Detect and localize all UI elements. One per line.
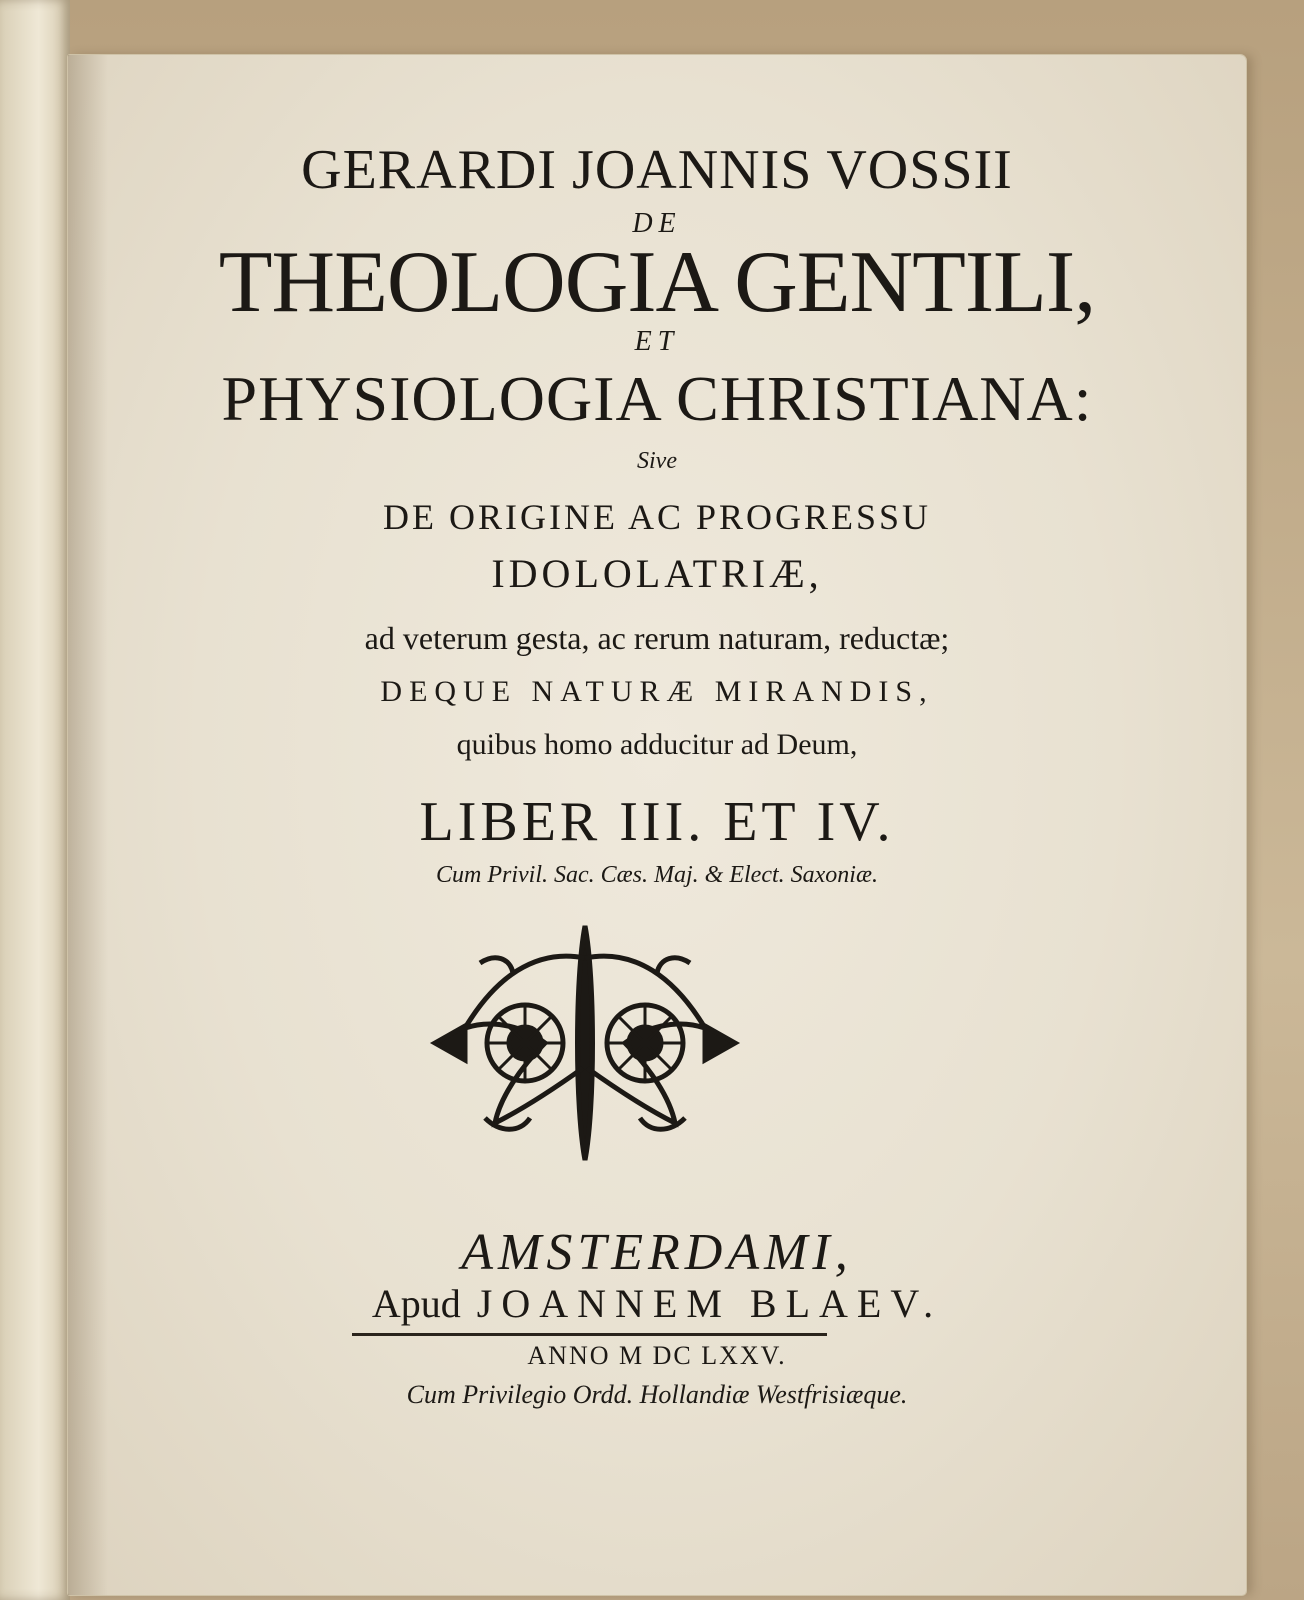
- imprint-printer-line: [68, 1280, 1246, 1327]
- connector-de: DE: [632, 208, 682, 239]
- privilege-note-2: Cum Privilegio Ordd. Hollandiæ Westfrisiæque.: [406, 1380, 908, 1409]
- main-title-line1: THEOLOGIA GENTILI,: [218, 234, 1096, 331]
- connector-et: ET: [634, 326, 680, 357]
- printer-ornament-icon: [425, 918, 745, 1168]
- subtitle-line5: quibus homo adducitur ad Deum,: [456, 728, 858, 761]
- imprint-place: AMSTERDAMI,: [461, 1224, 853, 1281]
- book-cover-edge: [0, 0, 70, 1600]
- imprint-apud: Apud: [371, 1281, 461, 1326]
- main-title-line2: PHYSIOLOGIA CHRISTIANA:: [221, 363, 1093, 434]
- subtitle-line4: DEQUE NATURÆ MIRANDIS,: [380, 675, 934, 708]
- subtitle-line2: IDOLOLATRIÆ,: [491, 551, 823, 596]
- imprint-printer-name: JOANNEM BLAEV.: [476, 1281, 943, 1326]
- imprint-rule: [352, 1333, 827, 1336]
- imprint-year: ANNO M DC LXXV.: [527, 1341, 787, 1370]
- subtitle-line3: ad veterum gesta, ac rerum naturam, reductæ;: [364, 620, 950, 656]
- connector-sive: Sive: [637, 448, 677, 474]
- volume-label: LIBER III. ET IV.: [419, 791, 895, 853]
- author-name: GERARDI JOANNIS VOSSII: [301, 139, 1013, 201]
- privilege-note: Cum Privil. Sac. Cæs. Maj. & Elect. Saxoniæ.: [436, 862, 878, 888]
- subtitle-line1: DE ORIGINE AC PROGRESSU: [382, 497, 932, 537]
